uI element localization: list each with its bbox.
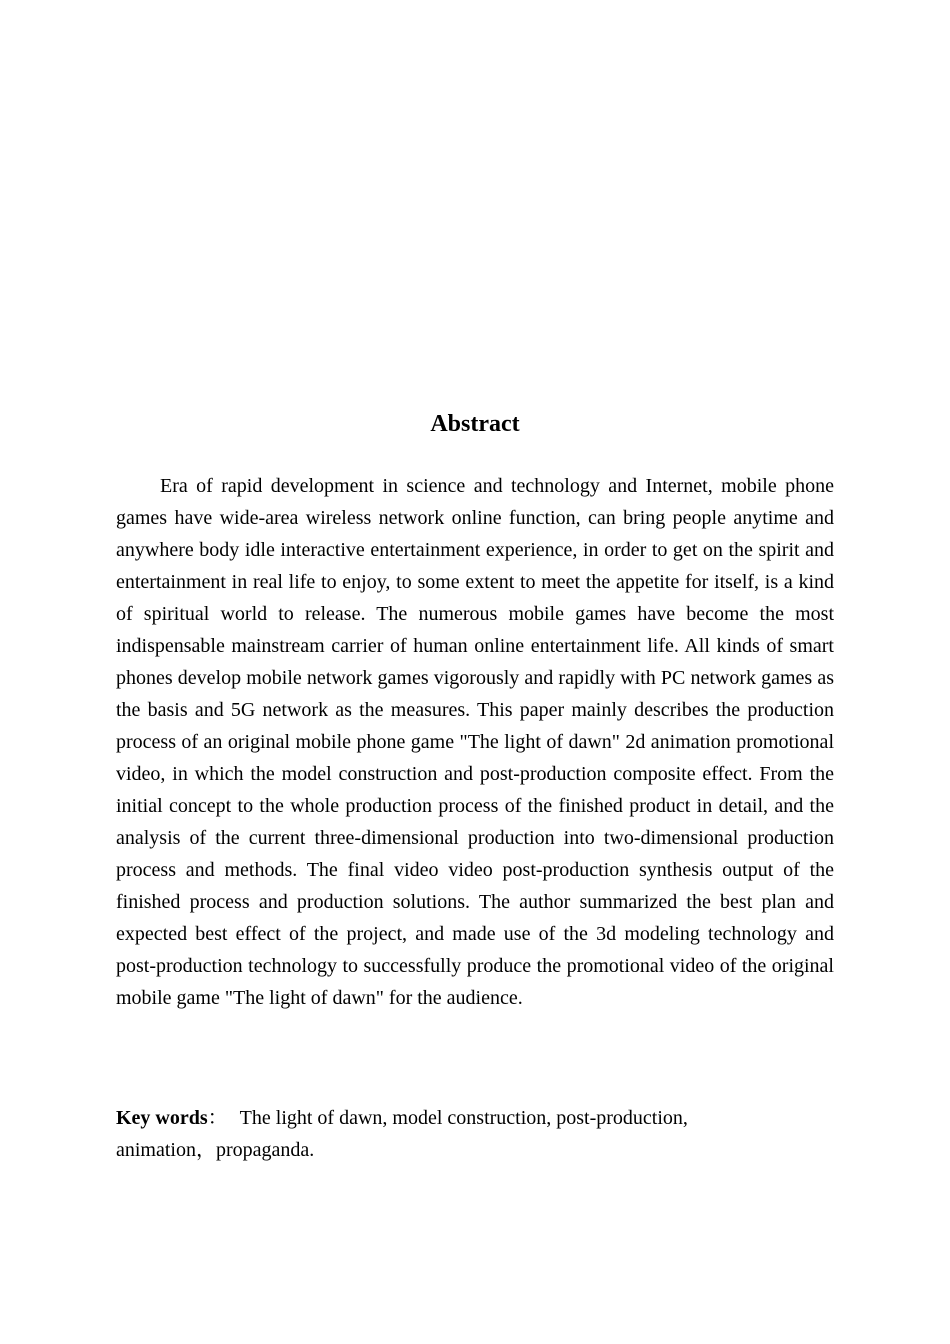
abstract-paragraph: Era of rapid development in science and technology and Internet, mobile phone games have wide-area wireless network online function, can bring people anytime and anywhere body idle interactive entertainment experience, in order to get on the spirit and entertainment in real life to enjoy, to some extent to meet the appetite for itself, is a kind of spiritual world to release. The numerous mobile games have become the most indispensable mainstream carrier of human online entertainment life. All kinds of smart phones develop mobile network games vigorously and rapidly with PC network games as the basis and 5G network as the measures. This paper mainly describes the production process of an original mobile phone game "The light of dawn" 2d animation promotional video, in which the model construction and post-production composite effect. From the initial concept to the whole production process of the finished product in detail, and the analysis of the current three-dimensional production into two-dimensional production process and methods. The final video video post-production synthesis output of the finished process and production solutions. The author summarized the best plan and expected best effect of the project, and made use of the 3d modeling technology and post-production technology to successfully produce the promotional video of the original mobile game "The light of dawn" for the audience. (116, 475, 834, 1009)
abstract-heading: Abstract (430, 411, 520, 437)
keywords-line-2: animation，propaganda. (116, 1139, 315, 1161)
keywords-block (116, 1102, 834, 1166)
keywords-label: Key words (116, 1107, 208, 1129)
keywords-separator: ： (207, 1107, 228, 1129)
keywords-line-1: The light of dawn, model construction, post-production, (239, 1107, 688, 1129)
